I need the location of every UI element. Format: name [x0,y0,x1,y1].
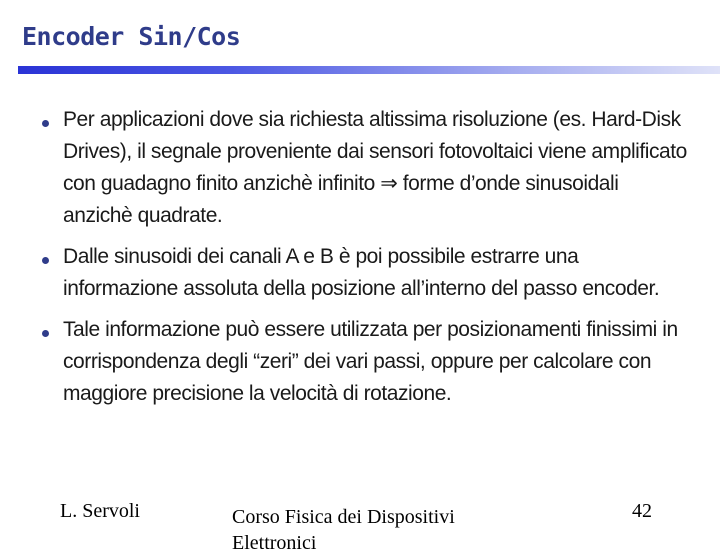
bullet-text: Per applicazioni dove sia richiesta altissima risoluzione (es. Hard-Disk Drives), il segnale proveniente dai sensori fotovoltaici viene amplificato con guadagno finito anzichè infinito ⇒ forme d’onde sinusoidali anzichè quadrate. [63,108,687,227]
bullet-text: Dalle sinusoidi dei canali A e B è poi possibile estrarre una informazione assoluta della posizione all’interno del passo encoder. [63,245,660,300]
bullet-item [40,241,690,305]
footer-author: L. Servoli [60,500,140,522]
bullet-list [40,104,690,419]
footer-course-title: Corso Fisica dei Dispositivi Elettronici [232,506,455,554]
footer-page-number: 42 [632,500,652,522]
bullet-dot-icon [42,257,49,264]
bullet-item [40,314,690,410]
bullet-dot-icon [42,120,49,127]
title-underline-bar [18,66,720,74]
bullet-text: Tale informazione può essere utilizzata per posizionamenti finissimi in corrispondenza degli “zeri” dei vari passi, oppure per calcolare con maggiore precisione la velocità di rotazione. [63,318,678,405]
slide-title: Encoder Sin/Cos [22,22,241,51]
bullet-dot-icon [42,330,49,337]
bullet-item [40,104,690,232]
